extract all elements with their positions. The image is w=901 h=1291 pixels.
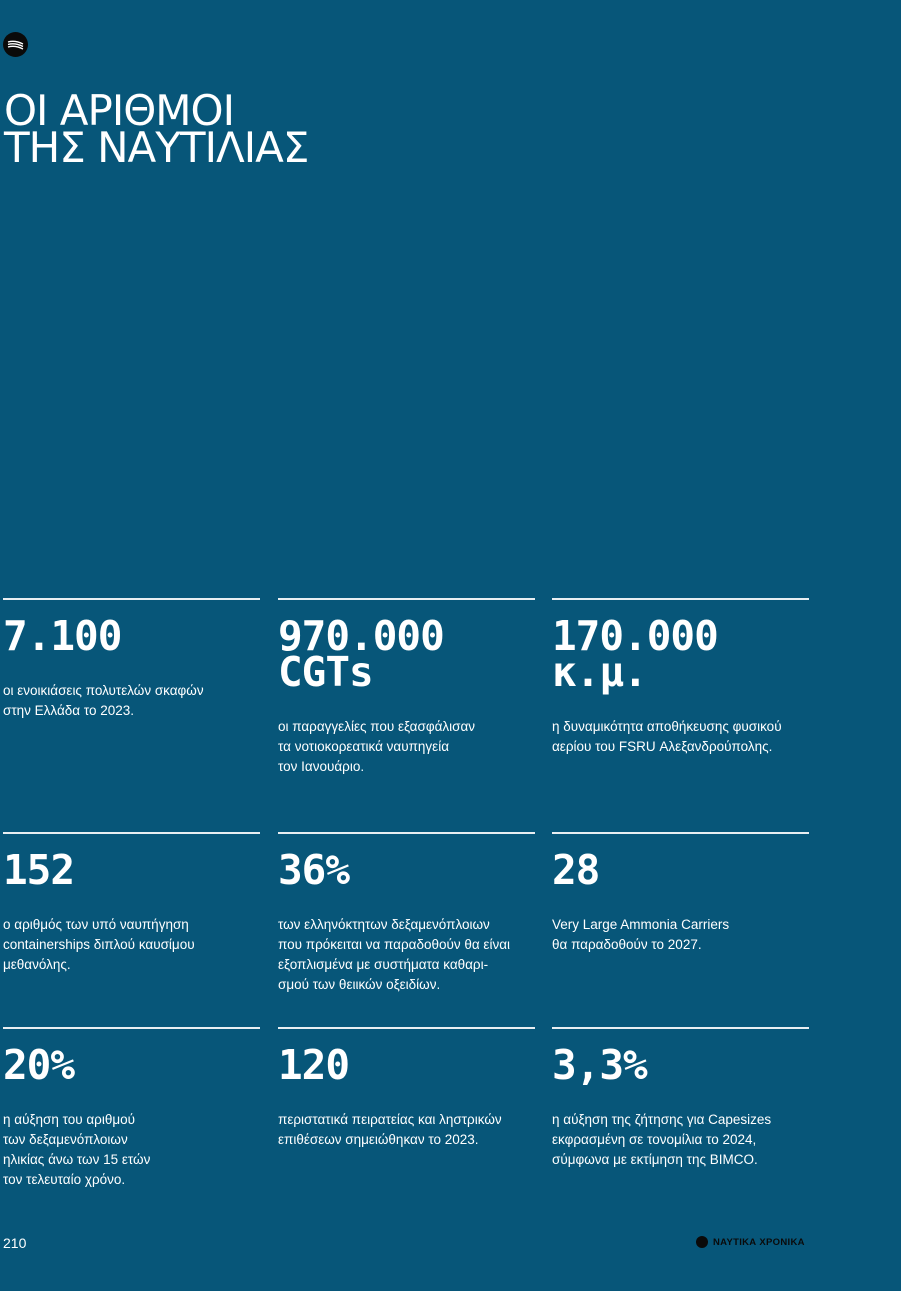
stat-ammonia-carriers xyxy=(552,832,809,955)
stat-divider xyxy=(278,1027,535,1029)
title-line-1: ΟΙ ΑΡΙΘΜΟΙ xyxy=(4,86,234,135)
stat-description: η αύξηση της ζήτησης για Capesizes εκφρασμένη σε τονομίλια το 2024, σύμφωνα με εκτίμηση της BIMCO. xyxy=(552,1112,772,1167)
stat-description: η δυναμικότητα αποθήκευσης φυσικού αερίου του FSRU Αλεξανδρούπολης. xyxy=(552,719,782,754)
stat-yacht-charters xyxy=(3,598,260,721)
stat-divider xyxy=(3,598,260,600)
stat-aging-tankers xyxy=(3,1027,260,1190)
stat-description: περιστατικά πειρατείας και ληστρικών επιθέσεων σημειώθηκαν το 2023. xyxy=(278,1112,502,1147)
stat-description: ο αριθμός των υπό ναυπήγηση containerships διπλού καυσίμου μεθανόλης. xyxy=(3,917,195,972)
stat-fsru-capacity xyxy=(552,598,809,757)
stat-value: 20% xyxy=(3,1041,75,1089)
stat-divider xyxy=(278,832,535,834)
brand-name: ΝΑΥΤΙΚΑ ΧΡΟΝΙΚΑ xyxy=(713,1236,805,1248)
stat-value: 152 xyxy=(3,846,75,894)
stat-divider xyxy=(552,598,809,600)
stat-capesize-demand xyxy=(552,1027,809,1170)
stat-description: Very Large Ammonia Carriers θα παραδοθούν το 2027. xyxy=(552,917,730,952)
stat-description: η αύξηση του αριθμού των δεξαμενόπλοιων ηλικίας άνω των 15 ετών τον τελευταίο χρόνο. xyxy=(3,1112,151,1187)
page-title xyxy=(4,86,309,172)
stat-description: οι ενοικιάσεις πολυτελών σκαφών στην Ελλάδα το 2023. xyxy=(3,683,204,718)
footer-brand xyxy=(696,1236,805,1248)
stat-value: 970.000 CGTs xyxy=(278,612,444,696)
stat-divider xyxy=(3,832,260,834)
stat-methanol-containerships xyxy=(3,832,260,975)
brand-logo-icon xyxy=(696,1236,708,1248)
title-line-2: ΤΗΣ ΝΑΥΤΙΛΙΑΣ xyxy=(4,123,309,172)
stat-value: 28 xyxy=(552,846,600,894)
stat-divider xyxy=(552,832,809,834)
page-number: 210 xyxy=(3,1235,27,1251)
stat-value: 7.100 xyxy=(3,612,122,660)
stat-value: 36% xyxy=(278,846,350,894)
stat-divider xyxy=(552,1027,809,1029)
stat-value: 3,3% xyxy=(552,1041,647,1089)
stat-korean-orders xyxy=(278,598,535,777)
stat-scrubber-tankers xyxy=(278,832,535,995)
stat-value: 120 xyxy=(278,1041,350,1089)
stat-divider xyxy=(278,598,535,600)
stat-divider xyxy=(3,1027,260,1029)
stat-description: των ελληνόκτητων δεξαμενόπλοιων που πρόκειται να παραδοθούν θα είναι εξοπλισμένα με συστήματα καθαρι- σμού των θειικών οξειδίων. xyxy=(278,917,511,992)
stat-value: 170.000 κ.μ. xyxy=(552,612,718,696)
stat-description: οι παραγγελίες που εξασφάλισαν τα νοτιοκορεατικά ναυπηγεία τον Ιανουάριο. xyxy=(278,719,476,774)
stat-piracy-incidents xyxy=(278,1027,535,1150)
ship-waves-icon xyxy=(3,32,28,57)
